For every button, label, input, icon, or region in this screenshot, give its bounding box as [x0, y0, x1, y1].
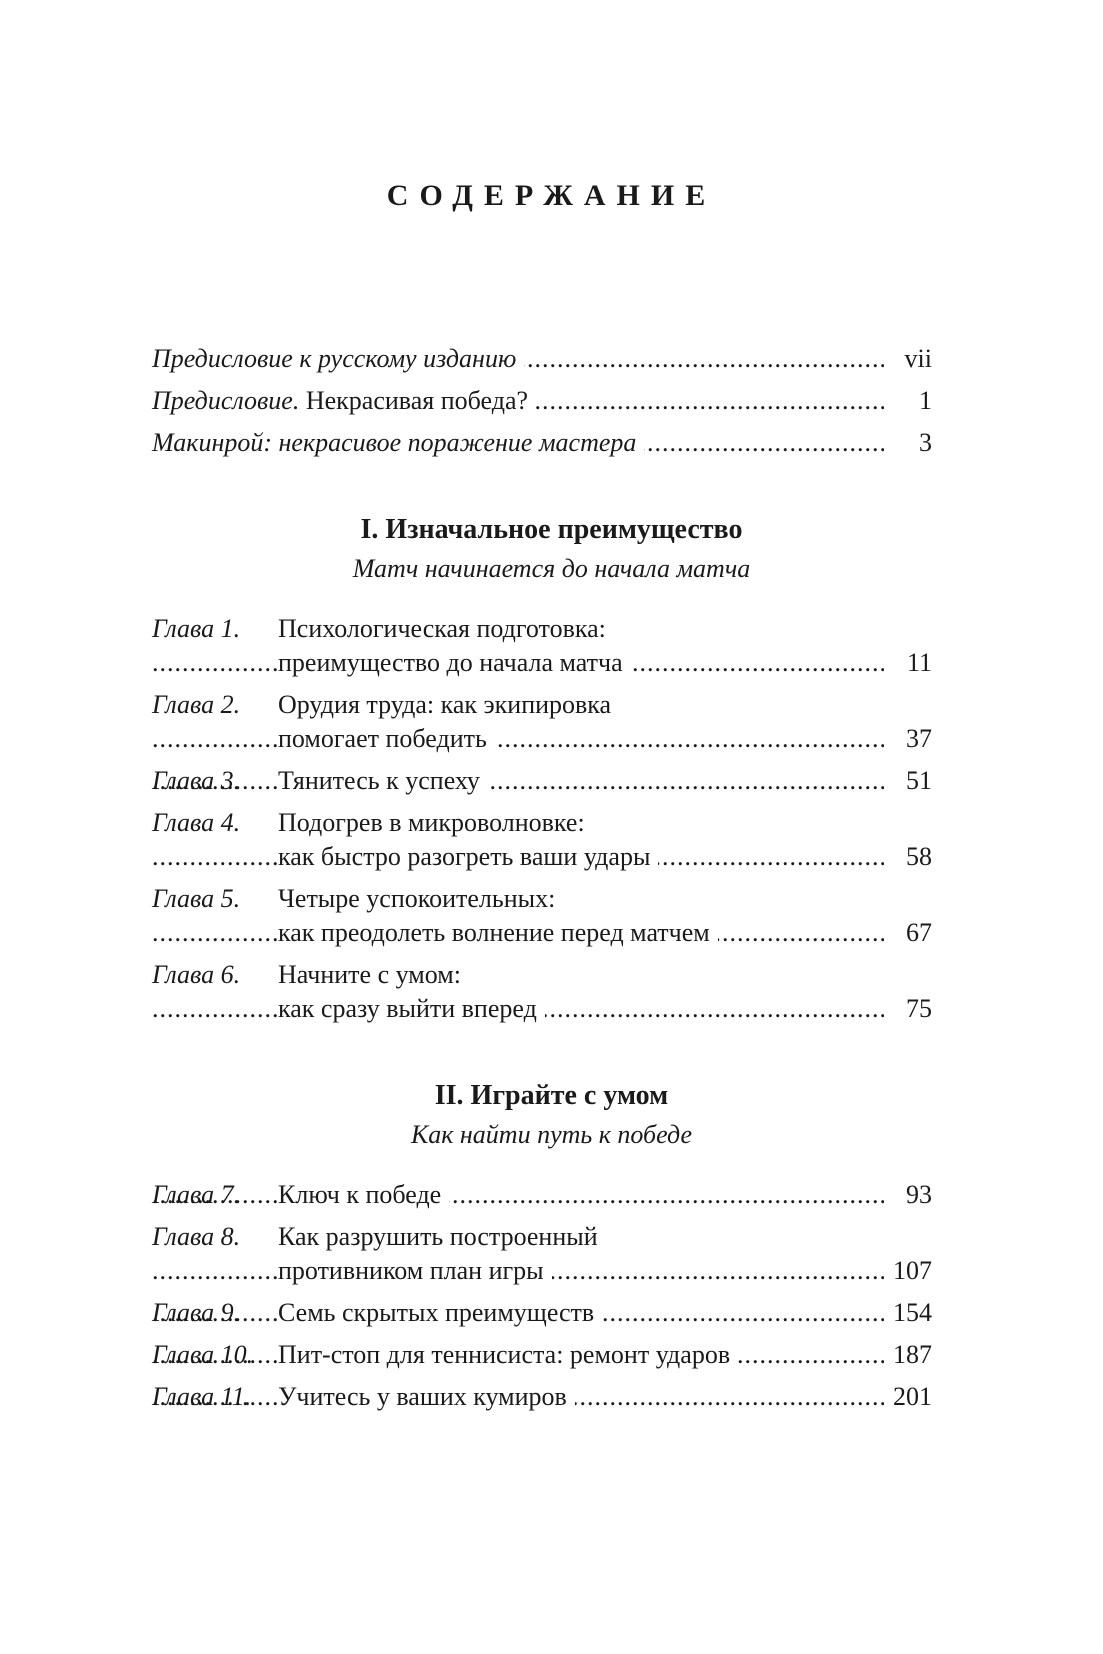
- leader-dots: [152, 719, 884, 759]
- chapter-title-line2: как сразу выйти вперед: [278, 989, 545, 1029]
- chapter-label: Глава 2.: [152, 690, 241, 719]
- page-number: 201: [885, 1377, 932, 1417]
- chapter-title-line2: как преодолеть волнение перед матчем: [278, 913, 718, 953]
- chapter-8-line2: [152, 1251, 932, 1291]
- chapter-title-line1: Ключ к победе: [278, 1175, 449, 1215]
- chapter-label: Глава 9.: [152, 1298, 241, 1327]
- chapter-title-line1: Тянитесь к успеху: [278, 761, 488, 801]
- chapter-title-line1: Орудия труда: как экипировка: [278, 685, 619, 725]
- chapter-label: Глава 11.: [152, 1382, 252, 1411]
- chapter-title-line1: Четыре успокоительных:: [278, 879, 563, 919]
- chapter-title-line1: Психологическая подготовка:: [278, 609, 614, 649]
- page-number: 3: [911, 423, 932, 463]
- chapter-5-line2: [152, 913, 932, 953]
- chapter-label: Глава 1.: [152, 614, 241, 643]
- page-number: 93: [898, 1175, 932, 1215]
- page-number: 67: [898, 913, 932, 953]
- page-number: 154: [885, 1293, 932, 1333]
- chapter-title-line1: Подогрев в микроволновке:: [278, 803, 593, 843]
- chapter-title-line2: противником план игры: [278, 1251, 552, 1291]
- page-number: 58: [898, 837, 932, 877]
- toc-entry-preface-russian: [152, 339, 932, 379]
- chapter-label: Глава 10.: [152, 1340, 254, 1369]
- toc-entry-preface: [152, 381, 932, 421]
- page-number: 75: [898, 989, 932, 1029]
- page-number: 51: [898, 761, 932, 801]
- chapter-2-line2: [152, 719, 932, 759]
- entry-title-italic: Предисловие.: [152, 386, 300, 415]
- chapter-title-line1: Семь скрытых преимуществ: [278, 1293, 602, 1333]
- page-number: vii: [897, 339, 932, 379]
- chapter-6-line2: [152, 989, 932, 1029]
- entry-title-plain: Некрасивая победа?: [299, 386, 529, 415]
- part-2-title: II. Играйте с умом: [434, 1080, 669, 1111]
- leader-dots: [152, 1175, 884, 1215]
- part-1-subtitle: Матч начинается до начала матча: [352, 554, 751, 583]
- leader-dots: [152, 761, 884, 801]
- chapter-9: [152, 1293, 932, 1333]
- chapter-7: [152, 1175, 932, 1215]
- chapter-title-line1: Как разрушить построенный: [278, 1217, 606, 1257]
- chapter-title-line1: Начните с умом:: [278, 955, 469, 995]
- chapter-title-line2: как быстро разогреть ваши удары: [278, 837, 658, 877]
- entry-title: Предисловие к русскому изданию: [152, 339, 524, 379]
- chapter-4-line2: [152, 837, 932, 877]
- chapter-title-line1: Пит-стоп для теннисиста: ремонт ударов: [278, 1335, 738, 1375]
- entry-title: [152, 381, 536, 421]
- chapter-label: Глава 3.: [152, 766, 241, 795]
- chapter-10: [152, 1335, 932, 1375]
- chapter-label: Глава 4.: [152, 808, 241, 837]
- page-number: 1: [911, 381, 932, 421]
- chapter-title-line2: помогает победить: [278, 719, 495, 759]
- chapter-3: [152, 761, 932, 801]
- page-number: 37: [898, 719, 932, 759]
- chapter-label: Глава 5.: [152, 884, 241, 913]
- chapter-label: Глава 7.: [152, 1180, 241, 1209]
- chapter-1-line2: [152, 643, 932, 683]
- chapter-11: [152, 1377, 932, 1417]
- chapter-label: Глава 8.: [152, 1222, 241, 1251]
- page-number: 11: [899, 643, 932, 683]
- part-2-subtitle: Как найти путь к победе: [410, 1120, 693, 1149]
- page-title: СОДЕРЖАНИЕ: [386, 179, 717, 212]
- chapter-title-line2: преимущество до начала матча: [278, 643, 631, 683]
- chapter-label: Глава 6.: [152, 960, 241, 989]
- chapter-title-line1: Учитесь у ваших кумиров: [278, 1377, 575, 1417]
- part-1-title: I. Изначальное преимущество: [360, 514, 743, 545]
- page-number: 187: [885, 1335, 932, 1375]
- toc-entry-mcenroe: [152, 423, 932, 463]
- page-number: 107: [885, 1251, 932, 1291]
- entry-title: Макинрой: некрасивое поражение мастера: [152, 423, 644, 463]
